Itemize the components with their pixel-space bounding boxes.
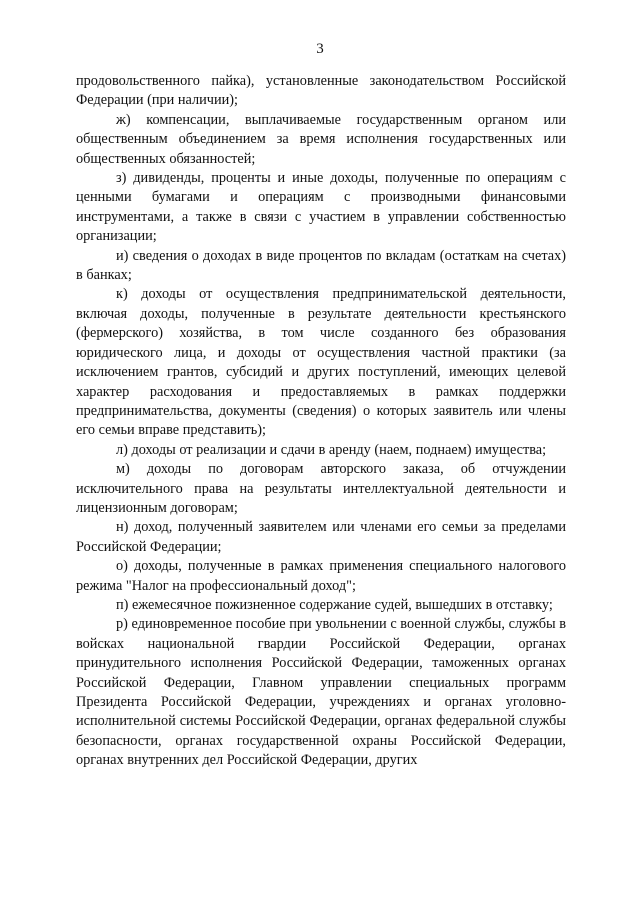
paragraph-item-z: з) дивиденды, проценты и иные доходы, полученные по операциям с ценными бумагами и операциям с производными финансовыми инструментами, а также в связи с участием в управлении собственностью организации;: [76, 170, 566, 245]
paragraph-item-p: п) ежемесячное пожизненное содержание судей, вышедших в отставку;: [116, 596, 553, 613]
page-number: 3: [316, 41, 324, 57]
paragraph-item-n: н) доход, полученный заявителем или членами его семьи за пределами Российской Федерации;: [76, 519, 566, 555]
paragraph-item-l: л) доходы от реализации и сдачи в аренду (наем, поднаем) имущества;: [116, 441, 547, 458]
paragraph-continuation: продовольственного пайка), установленные законодательством Российской Федерации (при наличии);: [76, 73, 566, 109]
paragraph-item-o: о) доходы, полученные в рамках применения специального налогового режима "Налог на профессиональный доход";: [76, 558, 566, 594]
paragraph-item-i: и) сведения о доходах в виде процентов по вкладам (остаткам на счетах) в банках;: [76, 247, 566, 284]
paragraph-item-zh: ж) компенсации, выплачиваемые государственным органом или общественным объединением за время исполнения государственных или общественных обязанностей;: [76, 111, 566, 167]
paragraph-item-r: р) единовременное пособие при увольнении с военной службы, службы в войсках национальной гвардии Российской Федерации, органах принудительного исполнения Российской Федерации, таможенных органах Российской Федерации, Главном управлении специальных программ Президента Российской Федерации, учреждениях и органах уголовно-исполнительной системы Российской Федерации, органах федеральной службы безопасности, органах государственной охраны Российской Федерации, органах внутренних дел Российской Федерации, других: [76, 616, 566, 769]
document-body: [76, 72, 566, 771]
paragraph-item-m: м) доходы по договорам авторского заказа, об отчуждении исключительного права на результаты интеллектуальной деятельности и лицензионным договорам;: [76, 461, 566, 516]
paragraph-item-k: к) доходы от осуществления предпринимательской деятельности, включая доходы, полученные в результате деятельности крестьянского (фермерского) хозяйства, в том числе созданного без образования юридического лица, и доходы от осуществления частной практики (за исключением грантов, субсидий и других поступлений, имеющих целевой характер расходования и предоставляемых в рамках поддержки предпринимательства, документы (сведения) о которых заявитель или члены его семьи вправе представить);: [76, 286, 566, 439]
